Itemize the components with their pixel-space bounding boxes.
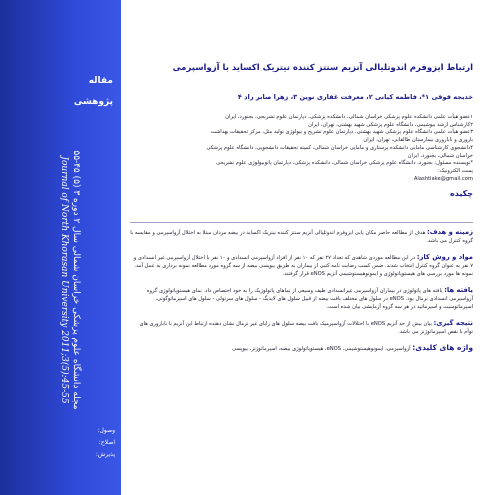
abstract-keywords [130, 344, 473, 353]
affiliations [130, 114, 473, 183]
affiliation-line: ۴دانشجوی کارشناسی مامایی دانشکده پرستاری و مامایی خراسان شمالی، کمیته تحقیقات دانشجویی، دانشگاه علوم پزشکی [206, 144, 473, 151]
revised-label: اصلاح: [98, 439, 115, 446]
abstract-results [130, 286, 473, 311]
affiliation-line: ۳عضو هیأت علمی دانشگاه علوم پزشکی شهید بهشتی، دپارتمان علوم تشریح و بیولوژی تولید مثل، مرکز تحقیقات بهداشت [210, 129, 473, 136]
abstract-methods [130, 253, 473, 278]
accepted-label: پذیرش: [95, 451, 115, 458]
keywords-heading: واژه های کلیدی: [412, 343, 473, 352]
article-header [130, 62, 473, 202]
manuscript-dates [70, 425, 115, 461]
received-label: وصول: [97, 427, 115, 434]
abstract-conclusion [130, 319, 473, 336]
affiliation-line: ۱عضو هیأت علمی دانشکده علوم پزشکی خراسان شمالی، دانشکده پزشکی، دپارتمان علوم تشریحی، بجنورد، ایران [225, 114, 473, 120]
article-authors: خدیجه قوقی ۱*، فاطمه کیانی ۲، معرفت غفاری نوین ۳، زهرا صابر راد ۴ [237, 93, 473, 101]
article-type [53, 75, 113, 109]
journal-citation-vertical [42, 150, 82, 410]
affiliation-line: پست الکترونیک: [437, 167, 473, 174]
affiliation-line: *نویسنده مسئول: بجنورد، دانشگاه علوم پزشکی خراسان شمالی، دانشکده پزشکی، دپارتمان پاتوبیولوژی علوم تشریحی [216, 160, 473, 167]
journal-citation-fa: مجله دانشگاه علوم پزشکی خراسان شمالی سال ۲ دوره ۳ (۵) ۴۵-۵۵ [71, 150, 81, 410]
background-text: هدف از مطالعه حاضر مکان یابی ایزوفرم اندوتلیالی آنزیم سنتز کننده نیتریک اکساید در بیضه مردان مبتلا به اختلال آزواسپرمی و مقایسه با گروه کنترل می باشد. [130, 230, 473, 244]
journal-sidebar [0, 0, 121, 495]
affiliation-line: ۲کارشناس ارشد بیوشیمی، دانشگاه علوم پزشکی شهید بهشتی، تهران، ایران [308, 121, 473, 128]
background-heading: زمینه و هدف: [426, 228, 473, 236]
abstract-body [130, 228, 473, 361]
article-title: ارتباط ایزوفرم اندوتلیالی آنزیم سنتز کننده نیتریک اکساید با آزواسپرمی [172, 63, 473, 73]
article-type-line1: مقاله [88, 76, 113, 86]
article-type-line2: پژوهشی [73, 97, 113, 107]
abstract-heading: چکیده [449, 189, 473, 199]
affiliation-line: باروری و ناباروری بیمارستان طالقانی، تهران، ایران [363, 137, 473, 144]
methods-text: در این مطالعه موردی شاهدی که تعداد ۲۷ نفر که ۱۰ نفر از افراد آزواسپرمی انسدادی و ۱۰ نفر با اختلال آزواسپرمی غیر انسدادی و ۷ نفر به عنوان گروه کنترل انتخاب شدند. ضمن کسب رضایت نامه کتبی از بیماران به طریق بیوپسی بیضه از سه گروه مورد مطالعه نمونه برداری به عمل آمد. نمونه ها مورد بررسی های هیستوپاتولوژی و ایمونوهیستوشیمی آنزیم eNOS قرار گرفتند. [133, 255, 473, 277]
corresponding-email[interactable]: Alashtlake@gmail.com [413, 175, 473, 182]
conclusion-heading: نتیجه گیری: [433, 319, 473, 327]
abstract-background [130, 228, 473, 245]
journal-citation-en: Journal of North Khorasan University 2011;3(5):45-55 [59, 156, 69, 404]
results-text: یافته های پاتولوژی در بیماران آزواسپرمی غیرانسدادی طیف وسیعی از نماهای پاتولوژیک را به خود اختصاص داد. نمای هیستوپاتولوژی گروه آزواسپرمی انسدادی نرمال بود. eNOS در سلول های مختلف بافت بیضه از قبیل سلول های لایدیگ - سلول های سرتولی - سلول های اسپرماتوگونی، اسپرماتوسیت و اسپرماتید در هر سه گروه آزمایشی بیان شده است. [146, 288, 473, 310]
section-divider [130, 222, 473, 223]
methods-heading: مواد و روش کار: [416, 253, 473, 261]
affiliation-line: خراسان شمالی، بجنورد، ایران [407, 152, 473, 159]
conclusion-text: بیان بیش از حد آنزیم eNOS با اختلالات آزواسپرمیک بافت بیضه سلول های زایای غیر نرمال نشان دهنده ارتباط این آنزیم با ناباروری های توأم با نقص اسپرماتوژنز می باشد. [139, 321, 473, 335]
keywords-text: آزواسپرمی، ایمونوهیستوشیمی، eNOS، هیستوپاتولوژی بیضه، اسپرماتوژنز، بیوپسی [231, 346, 411, 352]
results-heading: یافته ها: [444, 286, 473, 294]
